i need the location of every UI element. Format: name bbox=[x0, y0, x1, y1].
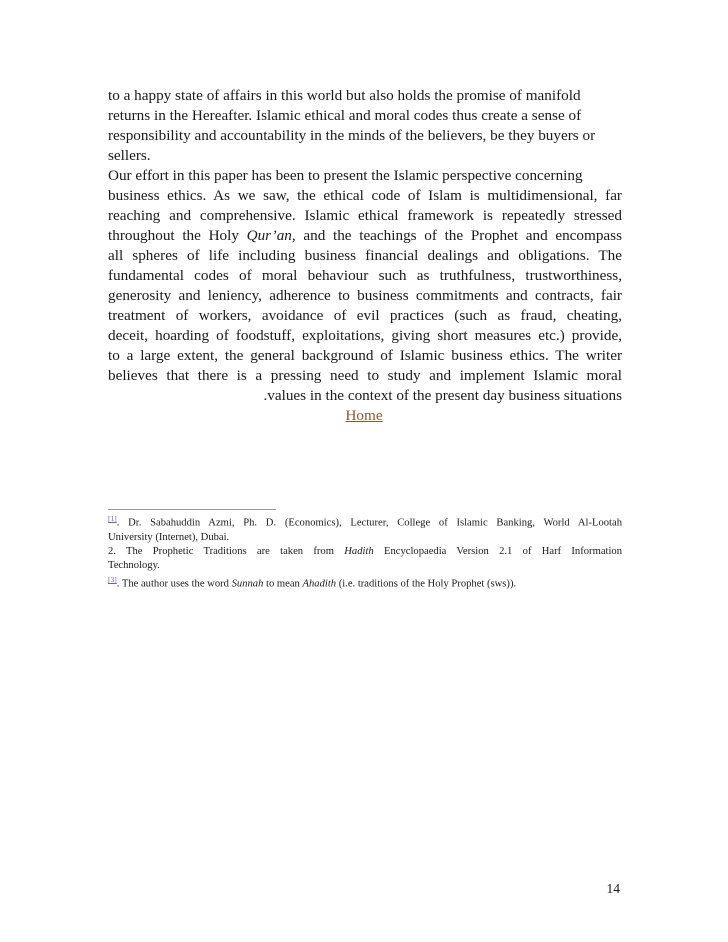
footnote-text: 2. The Prophetic Traditions are taken from bbox=[108, 545, 345, 557]
footnote-line bbox=[108, 545, 622, 559]
text-line: reaching and comprehensive. Islamic ethical framework is repeatedly stressed bbox=[108, 207, 622, 224]
footnote-text: (i.e. traditions of the Holy Prophet (sws)). bbox=[336, 578, 517, 590]
home-link[interactable]: Home bbox=[345, 407, 383, 424]
footnote-line bbox=[108, 573, 622, 592]
italic-term-sunnah: Sunnah bbox=[231, 578, 264, 590]
italic-term-ahadith: Ahadith bbox=[302, 578, 337, 590]
text-line: .values in the context of the present day business situations bbox=[263, 387, 622, 404]
footnote-line bbox=[108, 512, 622, 531]
paragraph-continuation bbox=[108, 86, 630, 166]
page-number: 14 bbox=[606, 881, 620, 896]
text-line: believes that there is a pressing need to study and implement Islamic moral bbox=[108, 367, 622, 384]
text-line: all spheres of life including business financial dealings and obligations. The bbox=[108, 247, 622, 264]
italic-term-hadith: Hadith bbox=[344, 545, 374, 557]
text-line: treatment of workers, avoidance of evil practices (such as fraud, cheating, bbox=[108, 307, 622, 324]
text-line: business ethics. As we saw, the ethical code of Islam is multidimensional, far bbox=[108, 187, 622, 204]
footnote-2 bbox=[108, 545, 622, 573]
footnote-3 bbox=[108, 573, 622, 592]
footnote-1-marker[interactable]: [1] bbox=[108, 514, 117, 523]
footnote-line: Technology. bbox=[108, 559, 160, 571]
footnote-1 bbox=[108, 512, 622, 545]
footnote-text: Encyclopaedia Version 2.1 of Harf Information bbox=[373, 545, 623, 557]
text-segment: throughout the Holy bbox=[108, 227, 247, 244]
italic-term-quran: Qur’an bbox=[246, 227, 292, 244]
footnote-text: . Dr. Sabahuddin Azmi, Ph. D. (Economics), Lecturer, College of Islamic Banking, World Al-Lootah bbox=[116, 517, 622, 529]
text-line bbox=[108, 226, 622, 246]
footnotes bbox=[108, 512, 622, 591]
text-line: Our effort in this paper has been to present the Islamic perspective concerning bbox=[108, 167, 583, 184]
text-line: responsibility and accountability in the minds of the believers, be they buyers or bbox=[108, 127, 596, 144]
text-line: to a large extent, the general background of Islamic business ethics. The writer bbox=[108, 347, 622, 364]
footnote-line: University (Internet), Dubai. bbox=[108, 531, 230, 543]
home-link-container bbox=[0, 407, 728, 425]
text-line: fundamental codes of moral behaviour such as truthfulness, trustworthiness, bbox=[108, 267, 622, 284]
footnote-3-marker[interactable]: [3] bbox=[108, 574, 117, 584]
text-line: generosity and leniency, adherence to business commitments and contracts, fair bbox=[108, 287, 622, 304]
text-line: sellers. bbox=[108, 147, 151, 164]
footnote-text: . The author uses the word bbox=[116, 578, 232, 590]
text-line: deceit, hoarding of foodstuff, exploitations, giving short measures etc.) provide, bbox=[108, 327, 622, 344]
paragraph-conclusion bbox=[108, 166, 622, 406]
text-line: returns in the Hereafter. Islamic ethical and moral codes thus create a sense of bbox=[108, 107, 582, 124]
footnote-text: to mean bbox=[263, 578, 303, 590]
text-line: to a happy state of affairs in this world but also holds the promise of manifold bbox=[108, 87, 581, 104]
footnote-divider bbox=[108, 509, 276, 510]
text-segment: , and the teachings of the Prophet and encompass bbox=[291, 227, 622, 244]
